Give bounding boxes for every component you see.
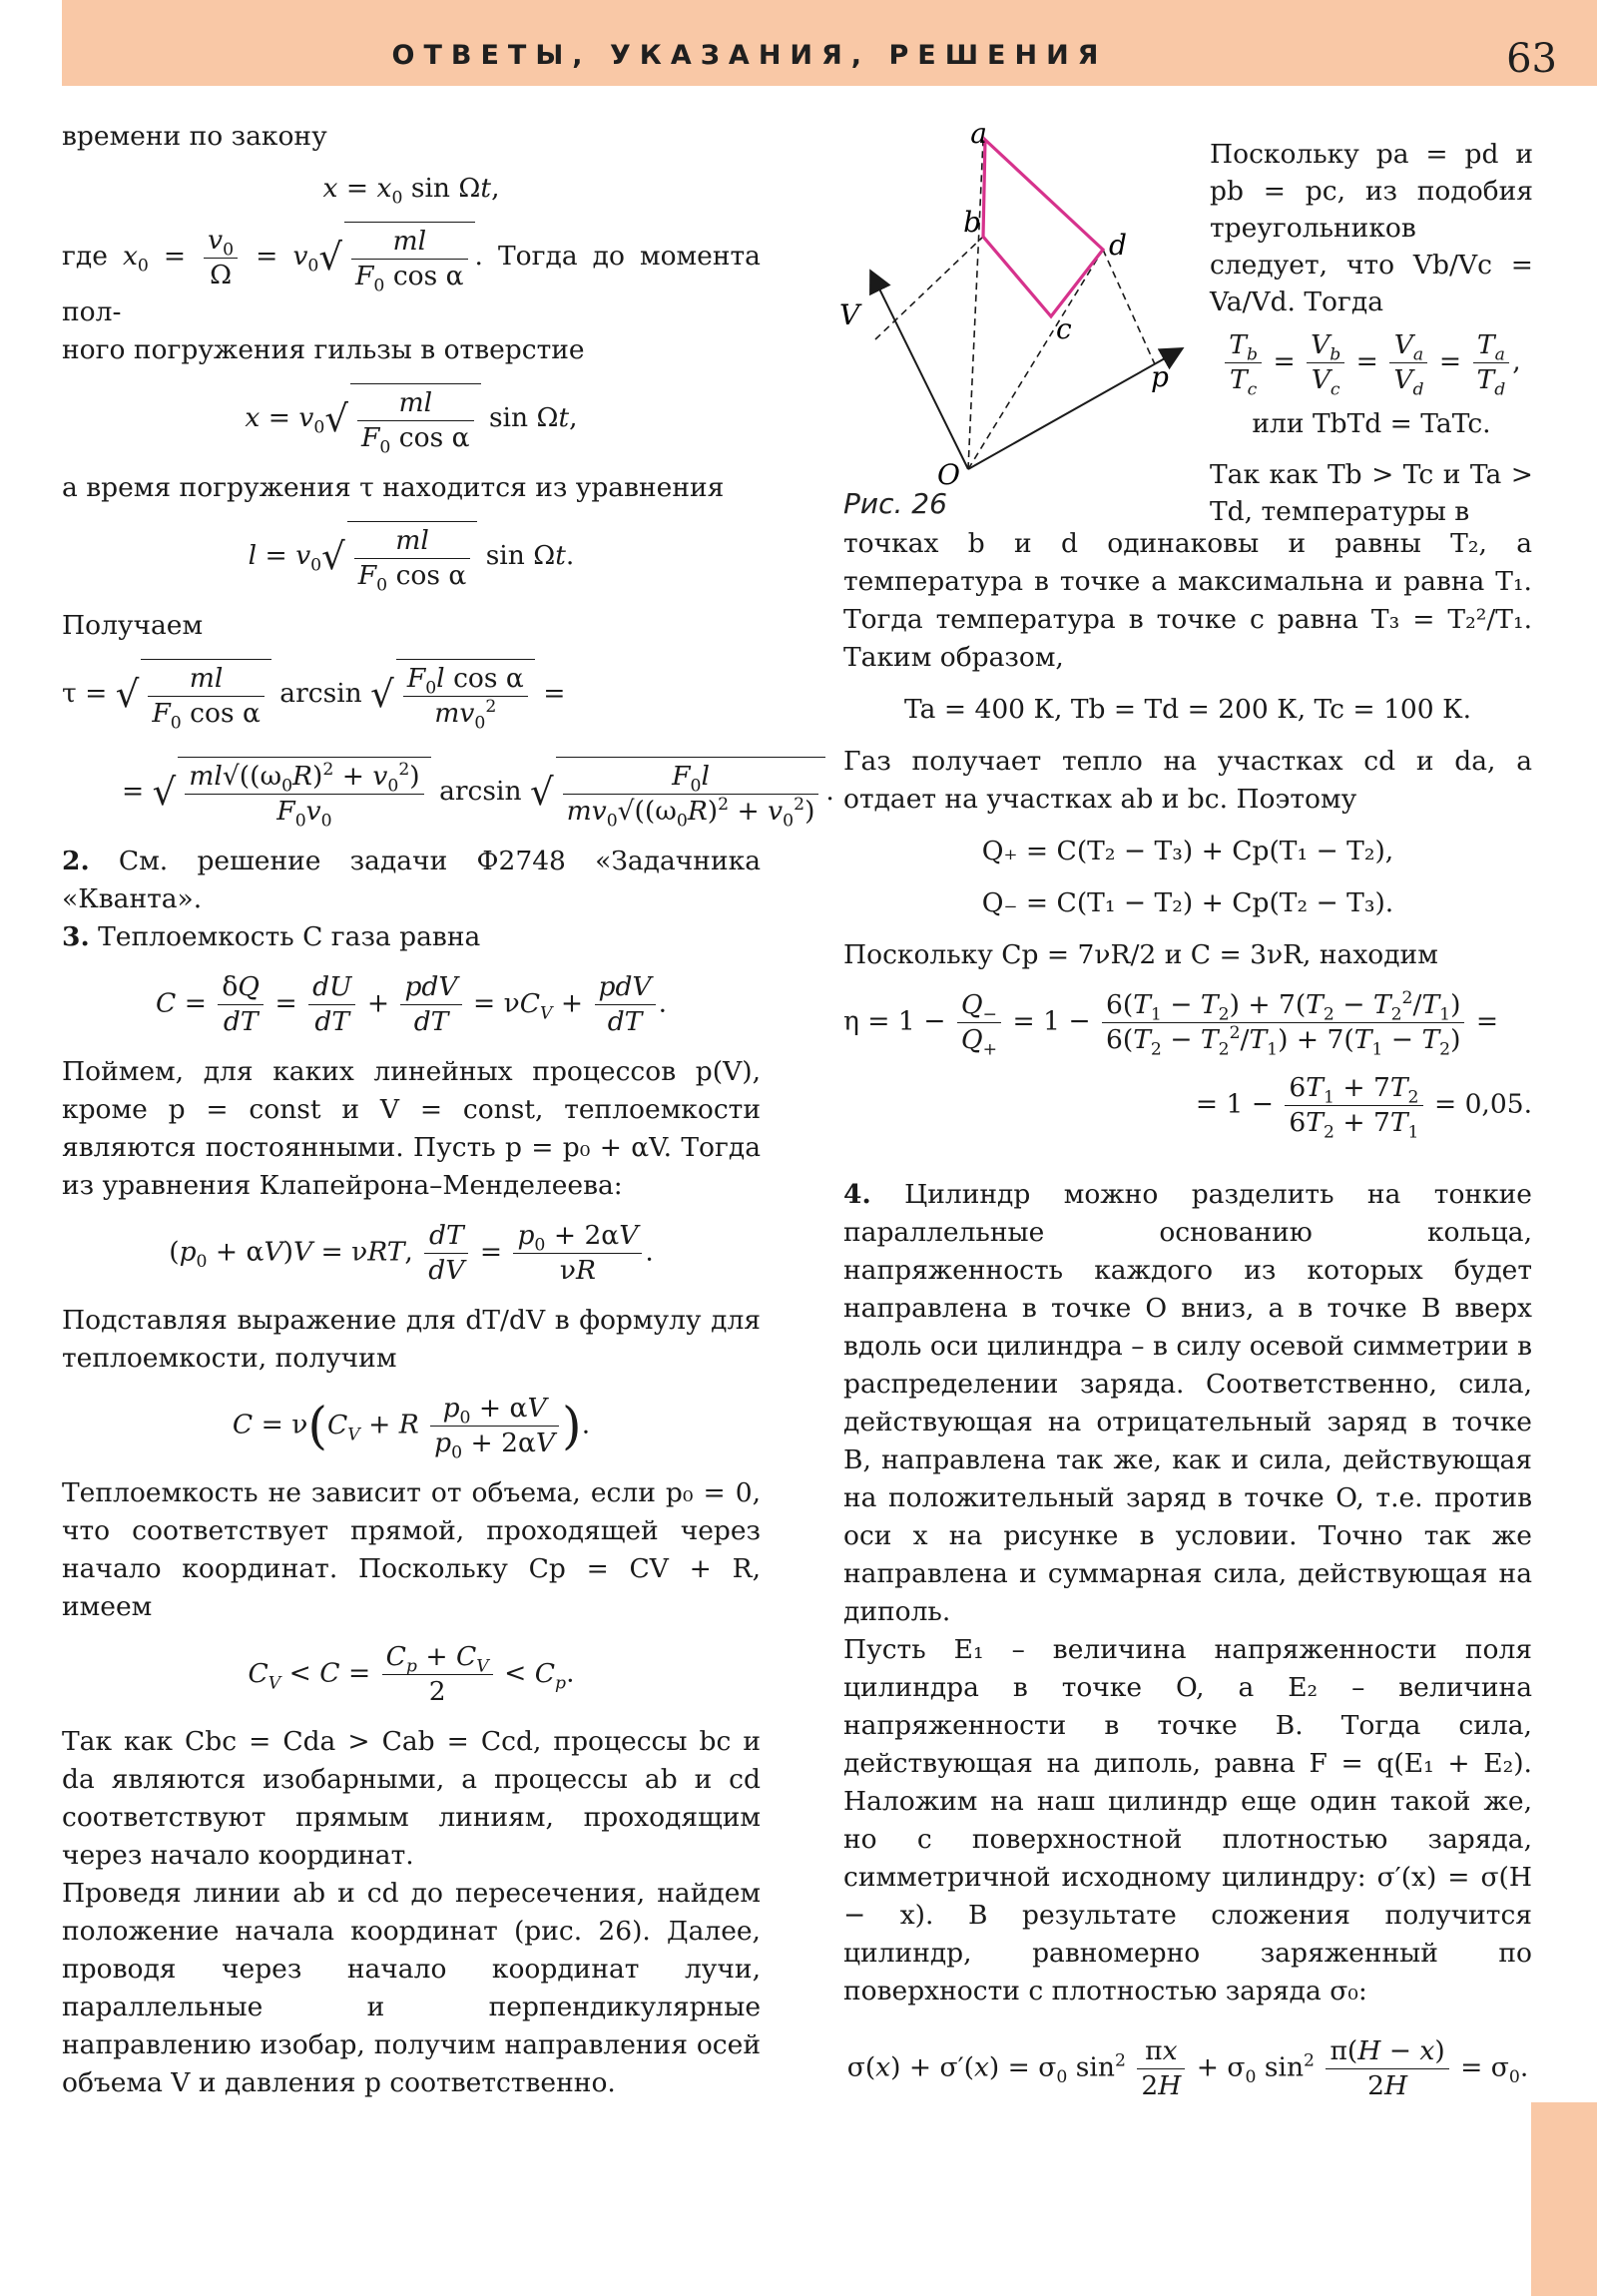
equation-tbtd: или TbTd = TaTc. [1252, 408, 1491, 439]
paragraph: Поскольку Cp = 7νR/2 и C = 3νR, находим [843, 939, 1438, 970]
paragraph: Поскольку pa = pd и pb = pc, из подобия треугольников следует, что Vb/Vc = Va/Vd. Тогда [1210, 139, 1533, 317]
paragraph: 4. Цилиндр можно разделить на тонкие параллельные основанию кольца, напряженность каждого из которых будет направлена в точке O вниз, а в точке B вверх вдоль оси цилиндра – в силу осевой симметрии в распределении заряда. Соответственно, сила, действующая на отрицательный заряд в точке B, направлена так же, как и сила, действующая на положительный заряд в точке O, т.е. против оси x на рисунке в условии. Точно так же направлена и суммарная сила, действующая на диполь. [843, 1179, 1532, 1627]
paragraph: а время погружения τ находится из уравнения [62, 472, 725, 503]
label-p: p [1151, 360, 1169, 393]
equation-c-formula: $C = \nu(C_V + R$ $\frac{p_0 + \alpha V}{p_0 + 2\alpha V}$ ). [232, 1393, 591, 1463]
paragraph: Пусть E₁ – величина напряженности поля цилиндра в точке O, а E₂ – величина напряженности в точке B. Тогда сила, действующая на диполь, равна F = q(E₁ + E₂). Наложим на наш цилиндр еще один такой же, но с поверхностной плотностью заряда, симметричной исходному цилиндру: σ′(x) = σ(H − x). В результате сложения получится цилиндр, равномерно заряженный по поверхности с плотностью заряда σ₀: [843, 1634, 1532, 2007]
equation-sigma-sum: $\sigma(x) + \sigma'(x) = \sigma_0$ $\sin^2$ $\frac{\pi x}{2H}$ + $\sigma_0$ $\sin^2$ $\frac{\pi(H - x)}{2H}$ = $\sigma_0$. [846, 2035, 1529, 2101]
equation-tau: τ = √ $\frac{ml}{F_0 \cos \alpha}$ arcsin √ $\frac{F_0l \cos \alpha}{mv_0^2}$ = [62, 659, 761, 731]
paragraph: Газ получает тепло на участках cd и da, а отдает на участках ab и bc. Поэтому [843, 746, 1532, 815]
figure-side-text [1210, 136, 1533, 530]
equation-temperature-ratio: $\frac{T_b}{T_c}$ = $\frac{V_b}{V_c}$ = $\frac{V_a}{V_d}$ = $\frac{T_a}{T_d}$ , [1210, 328, 1533, 397]
paragraph: 3. Теплоемкость C газа равна [62, 921, 481, 952]
paragraph: ного погружения гильзы в отверстие [62, 334, 585, 365]
paragraph: Так как Tb > Tc и Ta > Td, температуры в [1210, 459, 1533, 527]
label-o: O [937, 458, 960, 489]
equation-clapeyron: $(p_0 + \alpha V)V = \nu RT$, $\frac{dT}{dV}$ = $\frac{p_0 + 2\alpha V}{\nu R}$ . [169, 1220, 654, 1286]
left-column [62, 118, 834, 2102]
equation-x: $x = v_0√$ $\frac{ml}{F_0 \cos \alpha}$ sin Ωt, [62, 383, 761, 455]
label-b: b [963, 206, 981, 239]
paragraph: Подставляя выражение для dT/dV в формулу для теплоемкости, получим [62, 1305, 761, 1374]
paragraph: где $x_0$ = $\frac{v_0}{\Omega}$ = $v_0√$ $\frac{ml}{F_0 \cos \alpha}$ . Тогда до момента пол- [62, 222, 761, 331]
equation-q-plus: Q₊ = C(T₂ − T₃) + Cp(T₁ − T₂), [981, 836, 1394, 866]
volume-axis [871, 273, 968, 469]
paragraph: Проведя линии ab и cd до пересечения, найдем положение начала координат (рис. 26). Далее, проводя через начало координат лучи, параллельные и перпендикулярные направлению изобар, получим направления осей объема V и давления p соответственно. [62, 1878, 761, 2098]
paragraph: Получаем [62, 610, 204, 641]
right-column [843, 525, 1532, 2117]
header-title: ОТВЕТЫ, УКАЗАНИЯ, РЕШЕНИЯ [391, 40, 1108, 71]
equation-efficiency: η = 1 − $\frac{Q_-}{Q_+}$ = 1 − $\frac{6(T_1 - T_2) + 7(T_2 - T_2^2/T_1)}{6(T_2 - T_2^2/T_1) + 7(T_1 - T_2)}$ = [843, 988, 1499, 1060]
paragraph: точках b и d одинаковы и равны T₂, а температура в точке a максимальна и равна T₁. Тогда температура в точке c равна T₃ = T₂²/T₁. Таким образом, [843, 528, 1532, 673]
paragraph: 2. См. решение задачи Ф2748 «Задачника «Кванта». [62, 846, 761, 914]
equation-temperatures: Ta = 400 К, Tb = Td = 200 К, Tc = 100 К. [903, 694, 1472, 725]
equation-q-minus: Q₋ = C(T₁ − T₂) + Cp(T₂ − T₃). [981, 887, 1394, 918]
paragraph: Теплоемкость не зависит от объема, если p₀ = 0, что соответствует прямой, проходящей через начало координат. Поскольку Cp = CV + R, имеем [62, 1477, 761, 1622]
ray-od [968, 250, 1103, 469]
label-v: V [839, 298, 860, 331]
equation-tau-expanded: = √ $\frac{ml√((\omega_0R)^2 + v_0^2)}{F_0v_0}$ arcsin √ $\frac{F_0l}{mv_0√((\omega_0R)^2 + v_0^2)}$ . [122, 757, 761, 829]
isobar-b [875, 237, 983, 339]
equation-efficiency-result: = 1 − $\frac{6T_1 + 7T_2}{6T_2 + 7T_1}$ = 0,05. [1195, 1072, 1532, 1143]
cycle-abcd [983, 140, 1103, 316]
paragraph: Поймем, для каких линейных процессов p(V), кроме p = const и V = const, теплоемкости являются постоянными. Пусть p = p₀ + αV. Тогда из уравнения Клапейрона–Менделеева: [62, 1056, 761, 1201]
paragraph: времени по закону [62, 121, 327, 152]
pressure-axis [968, 349, 1181, 469]
label-c: c [1056, 312, 1072, 345]
equation-inequality: $C_V < C$ = $\frac{C_p + C_V}{2}$ < $C_p$. [248, 1641, 575, 1707]
label-a: a [970, 125, 987, 150]
page-number: 63 [1506, 36, 1557, 82]
equation-motion-law: $x = x_0$ sin Ωt, [322, 173, 500, 209]
ray-oa [968, 140, 983, 469]
equation-heat-capacity: C = $\frac{\delta Q}{dT}$ = $\frac{dU}{dT}$ + $\frac{\text{pdV}}{dT}$ = $\nu C_V$ + $\frac{\text{pdV}}{dT}$ . [155, 971, 668, 1037]
figure-caption: Рис. 26 [843, 487, 947, 520]
paragraph: Так как Cbc = Cda > Cab = Ccd, процессы bc и da являются изобарными, а процессы ab и cd соответствуют прямым линиям, проходящим через начало координат. [62, 1726, 761, 1871]
side-tab [1531, 2102, 1597, 2296]
figure-26 [833, 125, 1193, 489]
page-header [62, 0, 1597, 86]
equation-l: $l = v_0√$ $\frac{ml}{F_0 \cos \alpha}$ sin Ωt. [62, 521, 761, 593]
label-d: d [1109, 229, 1127, 262]
isobar-d [1103, 250, 1155, 364]
